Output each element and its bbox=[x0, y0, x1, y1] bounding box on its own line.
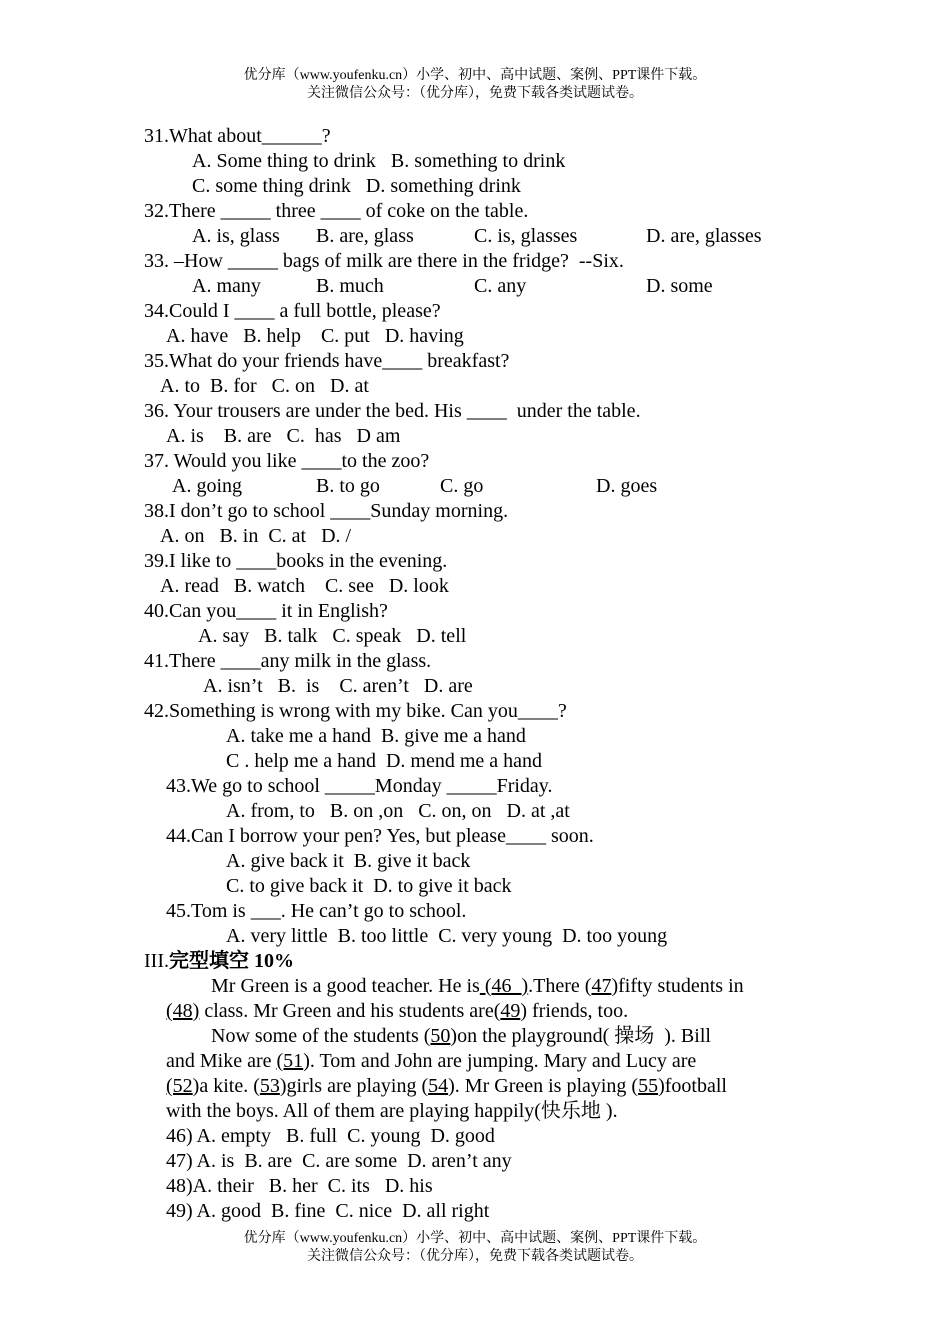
question-36: 36. Your trousers are under the bed. His ____ under the table. bbox=[144, 400, 641, 422]
passage-line-2 bbox=[166, 999, 628, 1024]
passage-text: ). Tom and John are jumping. Mary and Lucy are bbox=[303, 1050, 697, 1072]
question-34-options: A. have B. help C. put D. having bbox=[166, 325, 464, 347]
question-31-options-2: C. some thing drink D. something drink bbox=[192, 175, 521, 197]
blank-55: 55 bbox=[638, 1075, 659, 1097]
question-45: 45.Tom is ___. He can’t go to school. bbox=[166, 900, 467, 922]
passage-text: Mr Green is a good teacher. He is bbox=[211, 975, 480, 997]
question-33-option-d: D. some bbox=[646, 275, 713, 297]
question-32-option-d: D. are, glasses bbox=[646, 225, 762, 247]
blank-51: (51 bbox=[276, 1050, 304, 1072]
question-44: 44.Can I borrow your pen? Yes, but please____ soon. bbox=[166, 825, 594, 847]
section-3-heading bbox=[144, 949, 294, 974]
question-41: 41.There ____any milk in the glass. bbox=[144, 650, 432, 672]
question-42-options-1: A. take me a hand B. give me a hand bbox=[226, 725, 526, 747]
question-35-options: A. to B. for C. on D. at bbox=[160, 375, 369, 397]
question-37-option-b: B. to go bbox=[316, 475, 380, 497]
question-33-option-b: B. much bbox=[316, 275, 384, 297]
header-line-1: 优分库（www.youfenku.cn）小学、初中、高中试题、案例、PPT课件下载。 bbox=[243, 68, 707, 83]
question-44-options-2: C. to give back it D. to give it back bbox=[226, 875, 512, 897]
question-44-options-1: A. give back it B. give it back bbox=[226, 850, 471, 872]
question-37: 37. Would you like ____to the zoo? bbox=[144, 450, 430, 472]
passage-text: .There ( bbox=[528, 975, 592, 997]
passage-line-1 bbox=[166, 974, 744, 999]
passage-text: ). Mr Green is playing ( bbox=[448, 1075, 639, 1097]
question-37-option-d: D. goes bbox=[596, 475, 658, 497]
passage-text: )football bbox=[658, 1075, 727, 1097]
passage-line-6: with the boys. All of them are playing happily(快乐地 ). bbox=[166, 1100, 618, 1122]
passage-line-3 bbox=[166, 1024, 711, 1049]
question-36-options: A. is B. are C. has D am bbox=[166, 425, 401, 447]
passage-line-5 bbox=[166, 1074, 727, 1099]
section-3-title: 完型填空 10% bbox=[168, 950, 294, 972]
blank-46: (46_) bbox=[479, 975, 529, 997]
page-footer bbox=[0, 1230, 950, 1266]
question-40-options: A. say B. talk C. speak D. tell bbox=[198, 625, 467, 647]
cloze-options-46: 46) A. empty B. full C. young D. good bbox=[166, 1125, 495, 1147]
question-33: 33. –How _____ bags of milk are there in the fridge? --Six. bbox=[144, 250, 624, 272]
cloze-options-48: 48)A. their B. her C. its D. his bbox=[166, 1175, 433, 1197]
question-31: 31.What about______? bbox=[144, 125, 331, 147]
passage-text: )fifty students in bbox=[611, 975, 744, 997]
question-41-options: A. isn’t B. is C. aren’t D. are bbox=[203, 675, 473, 697]
question-43: 43.We go to school _____Monday _____Friday. bbox=[166, 775, 553, 797]
question-32-option-a: A. is, glass bbox=[192, 225, 280, 247]
question-32-option-c: C. is, glasses bbox=[474, 225, 578, 247]
question-32: 32.There _____ three ____ of coke on the table. bbox=[144, 200, 529, 222]
passage-text: Now some of the students ( bbox=[211, 1025, 431, 1047]
header-line-2: 关注微信公众号：（优分库），免费下载各类试题试卷。 bbox=[307, 86, 643, 101]
passage-text: )on the playground( 操场 ). Bill bbox=[450, 1025, 711, 1047]
passage-line-4 bbox=[166, 1049, 696, 1074]
question-31-options-1: A. Some thing to drink B. something to drink bbox=[192, 150, 566, 172]
page-header bbox=[0, 67, 950, 103]
blank-50: 50 bbox=[430, 1025, 451, 1047]
question-34: 34.Could I ____ a full bottle, please? bbox=[144, 300, 441, 322]
question-39-options: A. read B. watch C. see D. look bbox=[160, 575, 449, 597]
question-45-options: A. very little B. too little C. very young D. too young bbox=[226, 925, 668, 947]
question-37-option-a: A. going bbox=[172, 475, 242, 497]
question-37-option-c: C. go bbox=[440, 475, 484, 497]
question-40: 40.Can you____ it in English? bbox=[144, 600, 388, 622]
passage-text: and Mike are bbox=[166, 1050, 277, 1072]
question-32-option-b: B. are, glass bbox=[316, 225, 414, 247]
question-33-option-a: A. many bbox=[192, 275, 261, 297]
question-42: 42.Something is wrong with my bike. Can you____? bbox=[144, 700, 567, 722]
passage-text: )girls are playing ( bbox=[279, 1075, 429, 1097]
cloze-options-47: 47) A. is B. are C. are some D. aren’t any bbox=[166, 1150, 512, 1172]
question-33-option-c: C. any bbox=[474, 275, 527, 297]
question-42-options-2: C . help me a hand D. mend me a hand bbox=[226, 750, 543, 772]
question-39: 39.I like to ____books in the evening. bbox=[144, 550, 448, 572]
blank-54: 54 bbox=[428, 1075, 449, 1097]
blank-47: 47 bbox=[591, 975, 612, 997]
footer-line-1: 优分库（www.youfenku.cn）小学、初中、高中试题、案例、PPT课件下载。 bbox=[243, 1231, 707, 1246]
blank-53: 53 bbox=[259, 1075, 280, 1097]
blank-49: 49 bbox=[500, 1000, 521, 1022]
blank-52: (52 bbox=[166, 1075, 193, 1097]
question-38: 38.I don’t go to school ____Sunday morning. bbox=[144, 500, 509, 522]
blank-48: (48) bbox=[166, 1000, 200, 1022]
question-35: 35.What do your friends have____ breakfast? bbox=[144, 350, 510, 372]
footer-line-2: 关注微信公众号：（优分库），免费下载各类试题试卷。 bbox=[307, 1249, 643, 1264]
question-43-options: A. from, to B. on ,on C. on, on D. at ,at bbox=[226, 800, 570, 822]
passage-text: class. Mr Green and his students are( bbox=[199, 1000, 501, 1022]
section-3-number: III. bbox=[144, 950, 169, 972]
passage-text: )a kite. ( bbox=[192, 1075, 260, 1097]
question-38-options: A. on B. in C. at D. / bbox=[160, 525, 352, 547]
cloze-options-49: 49) A. good B. fine C. nice D. all right bbox=[166, 1200, 490, 1222]
passage-text: ) friends, too. bbox=[520, 1000, 629, 1022]
